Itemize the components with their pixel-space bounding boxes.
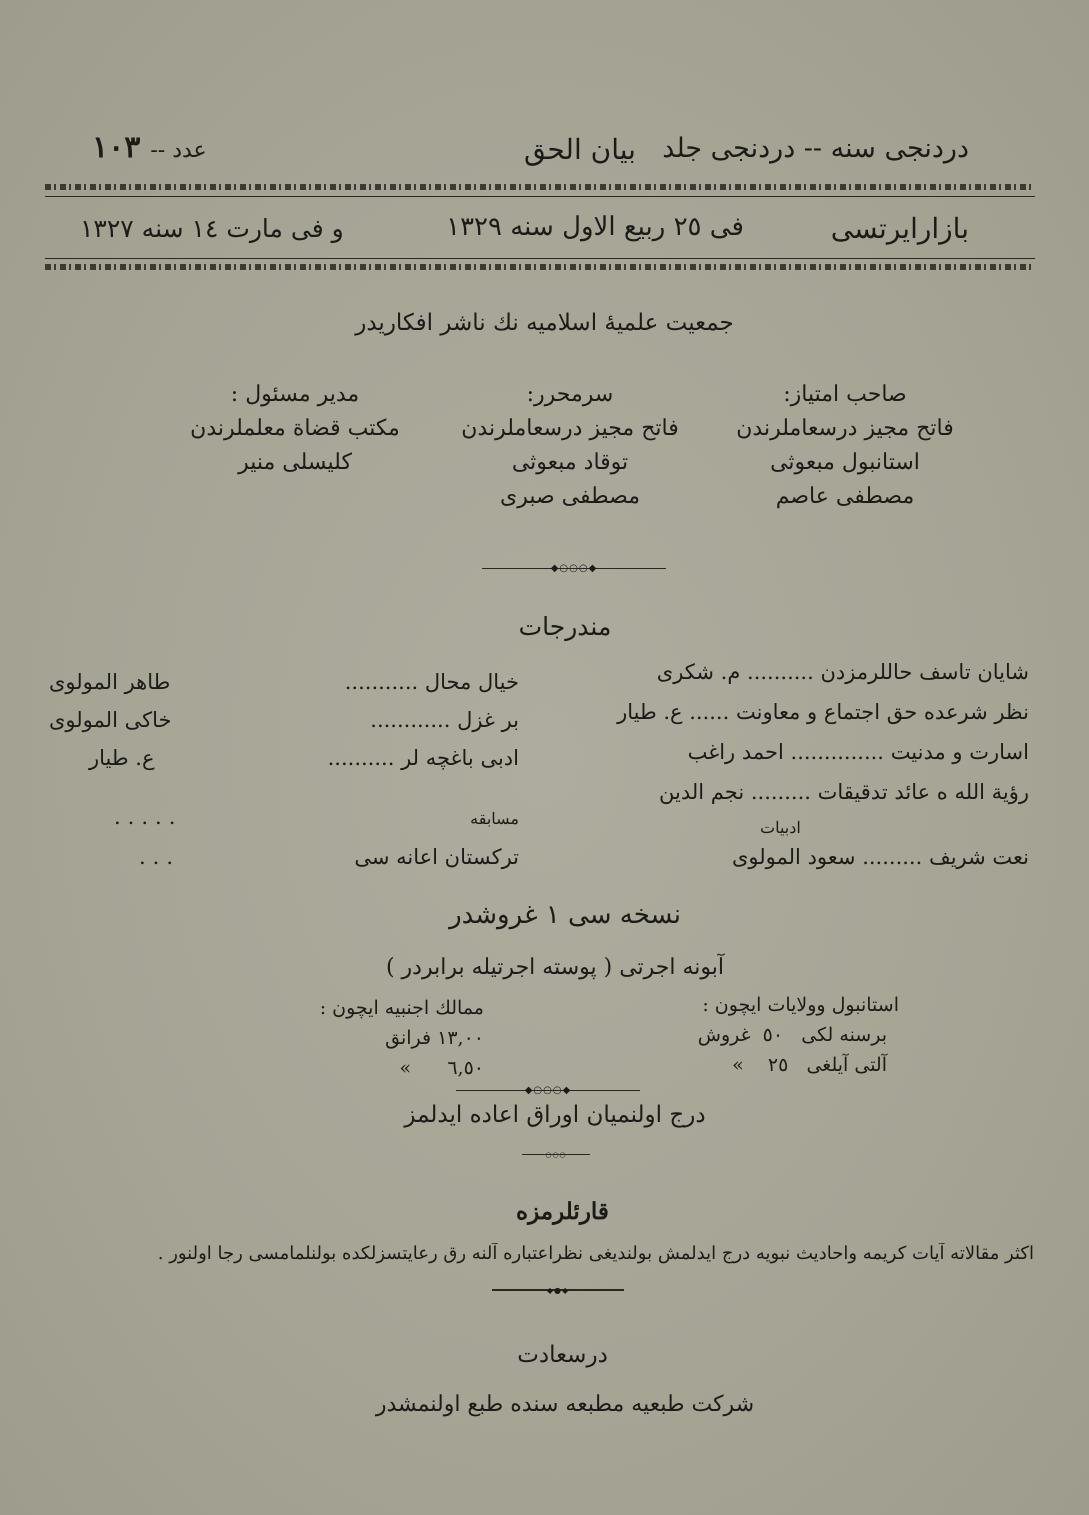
readers-heading: قارئلرمزه xyxy=(516,1198,609,1225)
ornament-icon: ◆○○○◆ xyxy=(524,1085,572,1096)
toc-item xyxy=(49,845,519,869)
toc-dots: ..... xyxy=(114,805,183,829)
editor-heading: سرمحرر: xyxy=(526,382,614,407)
rate-label: آلتی آیلغی xyxy=(806,1054,887,1076)
foreign-heading: ممالك اجنبیه ایچون : xyxy=(319,997,484,1019)
owner-line: فاتح مجیز درسعاملرندن xyxy=(736,416,954,441)
toc-item xyxy=(49,708,519,732)
chain-border-top xyxy=(45,184,1035,190)
toc-title: تركستان اعانه سی xyxy=(354,845,519,869)
toc-author: سعود المولوی xyxy=(731,845,856,869)
manager-line: مكتب قضاة معلملرندن xyxy=(190,416,400,441)
bold-divider xyxy=(492,1286,624,1295)
rate-unit: » xyxy=(732,1054,744,1076)
toc-item xyxy=(659,780,1029,804)
ornament-icon: ○○○ xyxy=(545,1151,567,1159)
toc-title: خیال محال xyxy=(424,670,519,694)
toc-title: بر غزل xyxy=(457,708,519,732)
editor-line: مصطفی صبری xyxy=(499,484,641,509)
rate-value: ١٣,٠٠ xyxy=(437,1027,484,1049)
year-volume: دردنجی سنه -- دردنجی جلد xyxy=(662,133,969,164)
editor-line: توقاد مبعوثی xyxy=(511,450,629,475)
issue-number: ١٠٣ xyxy=(92,130,141,165)
toc-title: نعت شریف xyxy=(928,845,1029,869)
rule-top xyxy=(45,196,1035,197)
toc-author: نجم الدین xyxy=(659,780,745,804)
toc-item xyxy=(49,805,519,829)
issue-label: عدد -- xyxy=(150,138,207,163)
staff-owner xyxy=(730,378,960,514)
manager-line: كلیسلی منیر xyxy=(238,450,352,475)
editor-line: فاتح مجیز درسعاملرندن xyxy=(461,416,679,441)
toc-dots: ........... xyxy=(344,670,419,694)
issue-number-block xyxy=(92,130,207,165)
ornamental-divider xyxy=(482,563,666,574)
literature-section-label: ادبیات xyxy=(760,818,801,837)
issue-price: نسخه سی ١ غروشدر xyxy=(449,900,681,930)
foreign-rates xyxy=(320,993,484,1083)
rate-unit: » xyxy=(399,1057,412,1079)
toc-title: رؤیة الله ه عائد تدقیقات xyxy=(817,780,1029,804)
toc-author: ع. طیار xyxy=(89,746,155,770)
toc-dots: ... xyxy=(139,845,181,869)
toc-title: نظر شرعده حق اجتماع و معاونت xyxy=(735,700,1029,724)
toc-item xyxy=(688,740,1029,764)
contents-heading: مندرجات xyxy=(518,612,612,641)
rate-row xyxy=(698,1050,899,1080)
toc-dots: ......... xyxy=(750,780,811,804)
toc-author: خاكی المولوی xyxy=(49,708,172,732)
staff-editor xyxy=(455,378,685,514)
toc-title: مسابقه xyxy=(470,809,519,828)
chain-border-bottom xyxy=(45,264,1035,270)
toc-item xyxy=(732,845,1029,869)
rate-label: برسنه لكی xyxy=(801,1024,887,1046)
toc-item xyxy=(49,670,519,694)
rate-row xyxy=(320,1023,484,1053)
toc-title: شایان تاسف حاللرمزدن xyxy=(820,660,1029,684)
weekday: بازارایرتسی xyxy=(830,212,969,245)
owner-line: مصطفی عاصم xyxy=(775,484,915,509)
rate-value: ٦,٥٠ xyxy=(447,1057,484,1079)
rate-row xyxy=(320,1053,484,1083)
small-divider xyxy=(522,1151,590,1159)
ornament-icon: ◆○○○◆ xyxy=(550,563,598,574)
journal-title: بيان الحق xyxy=(524,133,636,166)
toc-author: م. شكری xyxy=(656,660,741,684)
domestic-rates xyxy=(698,990,899,1080)
owner-line: استانبول مبعوثی xyxy=(770,450,920,475)
imprint-city: درسعادت xyxy=(517,1342,608,1368)
toc-dots: ......... xyxy=(862,845,923,869)
toc-item xyxy=(657,660,1029,684)
rate-unit: غروش xyxy=(697,1024,751,1046)
rate-value: ٢٥ xyxy=(767,1054,789,1076)
toc-item xyxy=(617,700,1029,724)
manager-heading: مدیر مسئول : xyxy=(230,382,360,407)
readers-notice: اكثر مقالاته آیات كریمه واحادیث نبویه درج ایدلمش بولندیغی نظراعتباره آلنه رق رعایتسزلكده بولنلمامسی رجا اولنور . xyxy=(157,1243,1034,1264)
rate-unit: فرانق xyxy=(385,1027,432,1049)
toc-title: ادبی باغچه لر xyxy=(401,746,519,770)
ornament-icon: ◆●◆ xyxy=(546,1286,570,1295)
rumi-date: و فی مارت ١٤ سنه ١٣٢٧ xyxy=(80,214,344,243)
toc-dots: ...... xyxy=(689,700,730,724)
toc-dots: ............ xyxy=(370,708,451,732)
toc-item xyxy=(49,746,519,770)
toc-dots: .......... xyxy=(327,746,395,770)
toc-author: طاهر المولوی xyxy=(49,670,171,694)
rate-row xyxy=(698,1020,899,1050)
toc-dots: .............. xyxy=(790,740,884,764)
rule-bottom xyxy=(45,258,1035,259)
rate-value: ٥٠ xyxy=(762,1024,784,1046)
toc-author: احمد راغب xyxy=(687,740,784,764)
staff-manager xyxy=(170,378,420,480)
return-notice: درج اولنمیان اوراق اعاده ایدلمز xyxy=(404,1102,706,1128)
toc-author: ع. طیار xyxy=(617,700,683,724)
imprint-press: شركت طبعیه مطبعه سنده طبع اولنمشدر xyxy=(375,1392,755,1417)
toc-title: اسارت و مدنیت xyxy=(890,740,1029,764)
domestic-heading: استانبول وولایات ایچون : xyxy=(702,994,899,1016)
subscription-heading: آبونه اجرتی ( پوسته اجرتیله برابردر ) xyxy=(385,955,725,980)
toc-dots: .......... xyxy=(747,660,814,684)
publisher-subtitle: جمعیت علمیهٔ اسلامیه نك ناشر افكاریدر xyxy=(355,310,734,336)
hijri-date: فی ٢٥ ربیع الاول سنه ١٣٢٩ xyxy=(446,212,744,242)
owner-heading: صاحب امتیاز: xyxy=(783,382,907,407)
ornamental-divider xyxy=(456,1085,640,1096)
